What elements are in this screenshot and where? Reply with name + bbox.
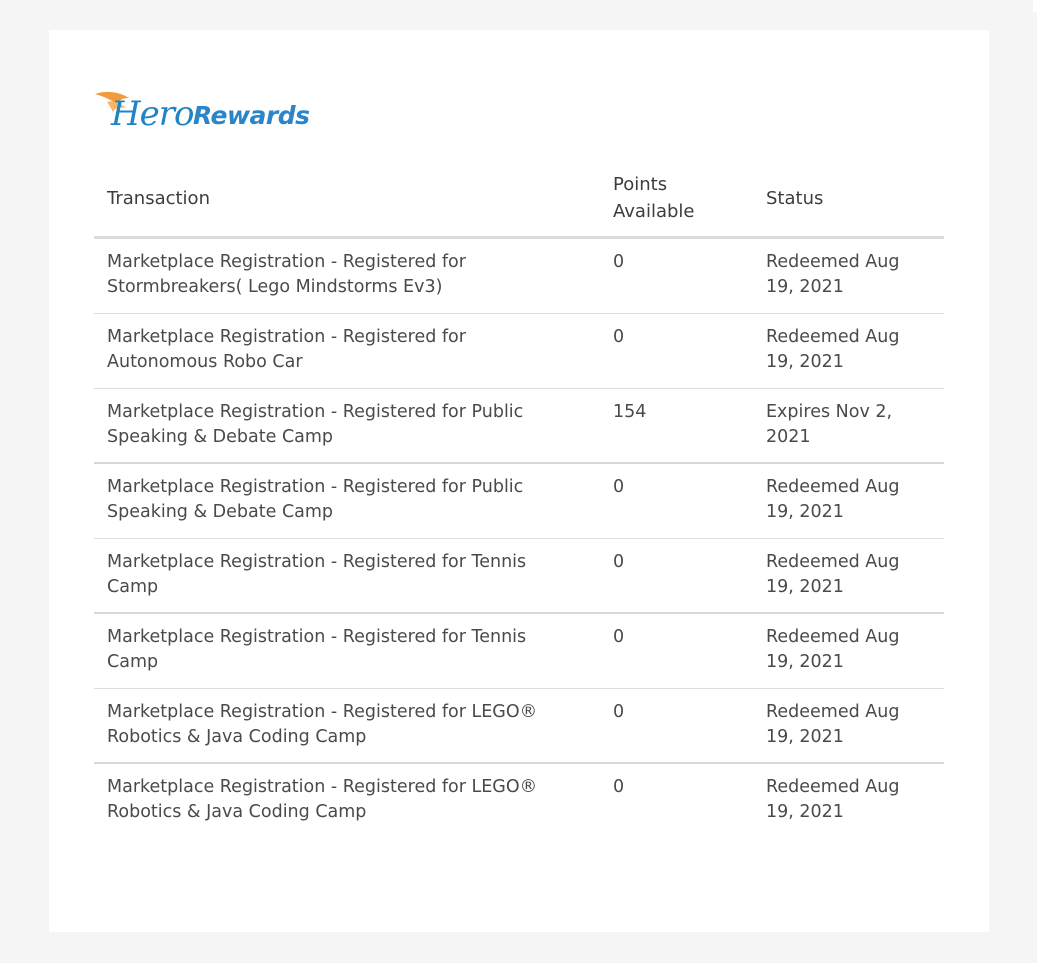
points-cell: 154	[613, 402, 647, 422]
points-cell: 0	[613, 627, 625, 647]
transaction-cell: Marketplace Registration - Registered for Autonomous Robo Car	[107, 327, 466, 372]
transaction-cell: Marketplace Registration - Registered for LEGO® Robotics & Java Coding Camp	[107, 777, 538, 822]
table-row	[94, 314, 944, 389]
table-row	[94, 764, 944, 839]
transaction-cell: Marketplace Registration - Registered for Public Speaking & Debate Camp	[107, 402, 524, 447]
header-transaction: Transaction	[107, 188, 210, 209]
table-header	[94, 168, 944, 239]
transaction-cell: Marketplace Registration - Registered for LEGO® Robotics & Java Coding Camp	[107, 702, 538, 747]
table-row	[94, 389, 944, 464]
logo-rewards-text: Rewards	[193, 101, 310, 130]
points-cell: 0	[613, 702, 625, 722]
points-cell: 0	[613, 477, 625, 497]
points-cell: 0	[613, 252, 625, 272]
status-cell: Redeemed Aug 19, 2021	[766, 327, 900, 372]
transaction-cell: Marketplace Registration - Registered for Tennis Camp	[107, 627, 527, 672]
status-cell: Redeemed Aug 19, 2021	[766, 627, 900, 672]
transactions-table	[94, 168, 944, 839]
status-cell: Redeemed Aug 19, 2021	[766, 552, 900, 597]
table-row	[94, 539, 944, 614]
header-status: Status	[766, 188, 824, 209]
hero-rewards-logo	[93, 88, 323, 142]
table-row	[94, 464, 944, 539]
logo-hero-text: Hero	[111, 94, 194, 134]
points-cell: 0	[613, 777, 625, 797]
table-row	[94, 614, 944, 689]
points-cell: 0	[613, 552, 625, 572]
points-cell: 0	[613, 327, 625, 347]
status-cell: Redeemed Aug 19, 2021	[766, 777, 900, 822]
window-edge	[1033, 0, 1037, 12]
transaction-cell: Marketplace Registration - Registered for Stormbreakers( Lego Mindstorms Ev3)	[107, 252, 466, 297]
header-points-available: Points Available	[613, 174, 695, 222]
table-row	[94, 239, 944, 314]
transaction-cell: Marketplace Registration - Registered for Tennis Camp	[107, 552, 527, 597]
status-cell: Redeemed Aug 19, 2021	[766, 702, 900, 747]
transaction-cell: Marketplace Registration - Registered for Public Speaking & Debate Camp	[107, 477, 524, 522]
rewards-card	[49, 30, 989, 932]
status-cell: Redeemed Aug 19, 2021	[766, 477, 900, 522]
table-row	[94, 689, 944, 764]
status-cell: Redeemed Aug 19, 2021	[766, 252, 900, 297]
status-cell: Expires Nov 2, 2021	[766, 402, 893, 447]
